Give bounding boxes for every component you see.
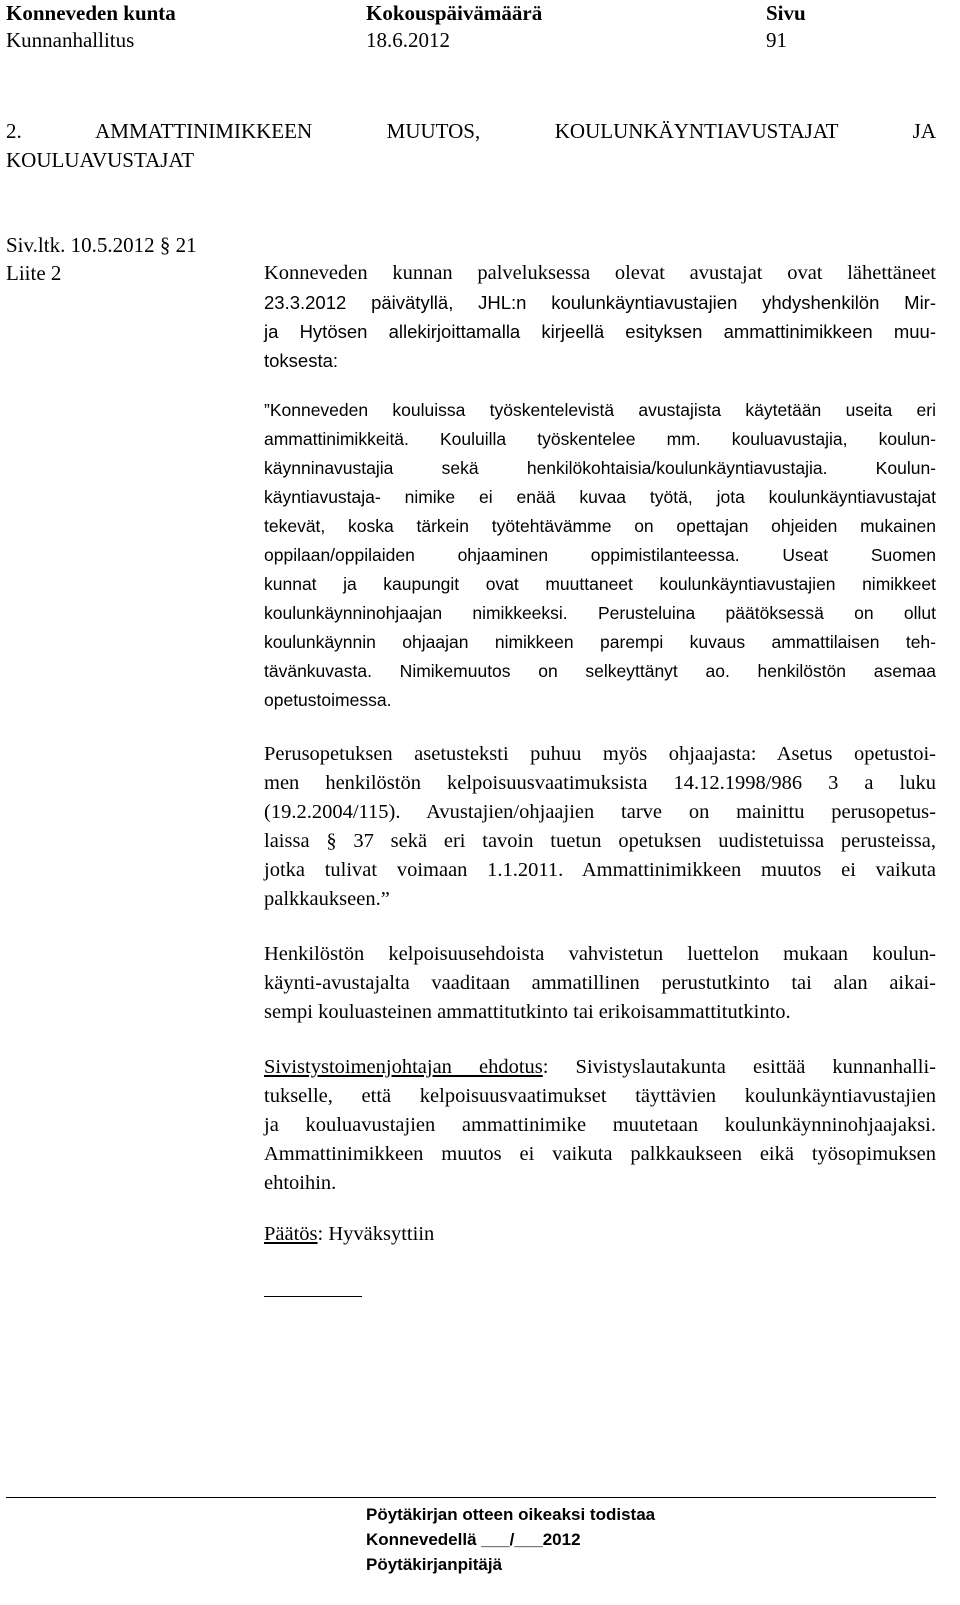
section-title-line2: KOULUAVUSTAJAT — [6, 148, 195, 172]
footer-line-certify: Pöytäkirjan otteen oikeaksi todistaa — [366, 1505, 656, 1524]
footer-divider — [6, 1497, 936, 1498]
proposal-paragraph — [264, 1053, 936, 1198]
footer-line-secretary: Pöytäkirjanpitäjä — [366, 1555, 503, 1574]
quote2-line: laissa § 37 sekä eri tavoin tuetun opetuksen uudistetuissa perusteissa, — [264, 830, 936, 852]
proposal-line: Ammattinimikkeen muutos ei vaikuta palkkaukseen eikä työsopimuksen — [264, 1143, 936, 1165]
quote-line: kunnat ja kaupungit ovat muuttaneet koulunkäyntiavustajien nimikkeet — [264, 574, 936, 594]
header-org-block — [6, 0, 176, 54]
quote-line: tekevät, koska tärkein työtehtävämme on opettajan ohjeiden mukainen — [264, 516, 936, 536]
proposal-first-line — [264, 1053, 936, 1082]
intro-line: toksesta: — [264, 350, 339, 371]
header-page-block — [766, 0, 806, 54]
footer-line-place: Konnevedellä ___/___2012 — [366, 1530, 581, 1549]
decision-text: : Hyväksyttiin — [317, 1223, 435, 1245]
header-body: Kunnanhallitus — [6, 28, 135, 52]
quoted-letter-continued — [264, 740, 936, 914]
footer-certification — [366, 1502, 655, 1577]
section-title-line1: 2. AMMATTINIMIKKEEN MUUTOS, KOULUNKÄYNTIAVUSTAJAT JA — [6, 119, 936, 143]
quote-line: ”Konneveden kouluissa työskentelevistä avustajista käytetään useita eri — [264, 400, 936, 420]
meeting-reference: Siv.ltk. 10.5.2012 § 21 — [6, 233, 197, 257]
proposal-line: ehtoihin. — [264, 1172, 337, 1194]
header-org: Konneveden kunta — [6, 1, 176, 25]
signature-rule — [264, 1296, 362, 1297]
quote2-line: jotka tulivat voimaan 1.1.2011. Ammattinimikkeen muutos ei vaikuta — [264, 859, 936, 881]
quote-line: käynninavustajia sekä henkilökohtaisia/koulunkäyntiavustajia. Koulun- — [264, 458, 936, 478]
quote2-line: men henkilöstön kelpoisuusvaatimuksista 14.12.1998/986 3 a luku — [264, 772, 936, 794]
decision — [264, 1220, 936, 1249]
quote-line: koulunkäynnin ohjaajan nimikkeen parempi kuvaus ammattilaisen teh- — [264, 632, 936, 652]
quote-line: opetustoimessa. — [264, 690, 392, 710]
qualification-paragraph — [264, 940, 936, 1027]
attachment-label: Liite 2 — [6, 261, 62, 285]
header-date: 18.6.2012 — [366, 28, 450, 52]
header-page-number: 91 — [766, 28, 787, 52]
proposal-line: ja kouluavustajien ammattinimike muutetaan koulunkäynninohjaajaksi. — [264, 1114, 936, 1136]
quote-line: tävänkuvasta. Nimikemuutos on selkeyttänyt ao. henkilöstön asemaa — [264, 661, 936, 681]
intro-paragraph — [264, 259, 936, 375]
quote-line: ammattinimikkeitä. Kouluilla työskentelee mm. kouluavustajia, koulun- — [264, 429, 936, 449]
intro-line: 23.3.2012 päivätyllä, JHL:n koulunkäyntiavustajien yhdyshenkilön Mir- — [264, 292, 936, 313]
quote2-line: (19.2.2004/115). Avustajien/ohjaajien tarve on mainittu perusopetus- — [264, 801, 936, 823]
intro-line: ja Hytösen allekirjoittamalla kirjeellä esityksen ammattinimikkeen muu- — [264, 321, 936, 342]
section-title — [6, 117, 936, 175]
quote2-line: palkkaukseen.” — [264, 888, 390, 910]
intro-line: Konneveden kunnan palveluksessa olevat avustajat ovat lähettäneet — [264, 262, 936, 284]
qualification-line: Henkilöstön kelpoisuusehdoista vahvistetun luettelon mukaan koulun- — [264, 943, 936, 965]
proposal-first-line-text: : Sivistyslautakunta esittää kunnanhalli- — [542, 1056, 936, 1078]
quote-line: koulunkäynninohjaajan nimikkeeksi. Perusteluina päätöksessä on ollut — [264, 603, 936, 623]
header-page-label: Sivu — [766, 1, 806, 25]
header-date-label: Kokouspäivämäärä — [366, 1, 543, 25]
decision-label: Päätös — [264, 1223, 318, 1245]
proposal-label: Sivistystoimenjohtajan ehdotus — [264, 1056, 543, 1078]
quote-line: oppilaan/oppilaiden ohjaaminen oppimistilanteessa. Useat Suomen — [264, 545, 936, 565]
quote2-line: Perusopetuksen asetusteksti puhuu myös ohjaajasta: Asetus opetustoi- — [264, 743, 936, 765]
header-date-block — [366, 0, 542, 54]
quote-line: käyntiavustaja- nimike ei enää kuvaa työtä, jota koulunkäyntiavustajat — [264, 487, 936, 507]
qualification-line: sempi kouluasteinen ammattitutkinto tai erikoisammattitutkinto. — [264, 1001, 791, 1023]
quoted-letter — [264, 396, 936, 715]
qualification-line: käynti-avustajalta vaaditaan ammatillinen perustutkinto tai alan aikai- — [264, 972, 936, 994]
proposal-line: tukselle, että kelpoisuusvaatimukset täyttävien koulunkäyntiavustajien — [264, 1085, 936, 1107]
